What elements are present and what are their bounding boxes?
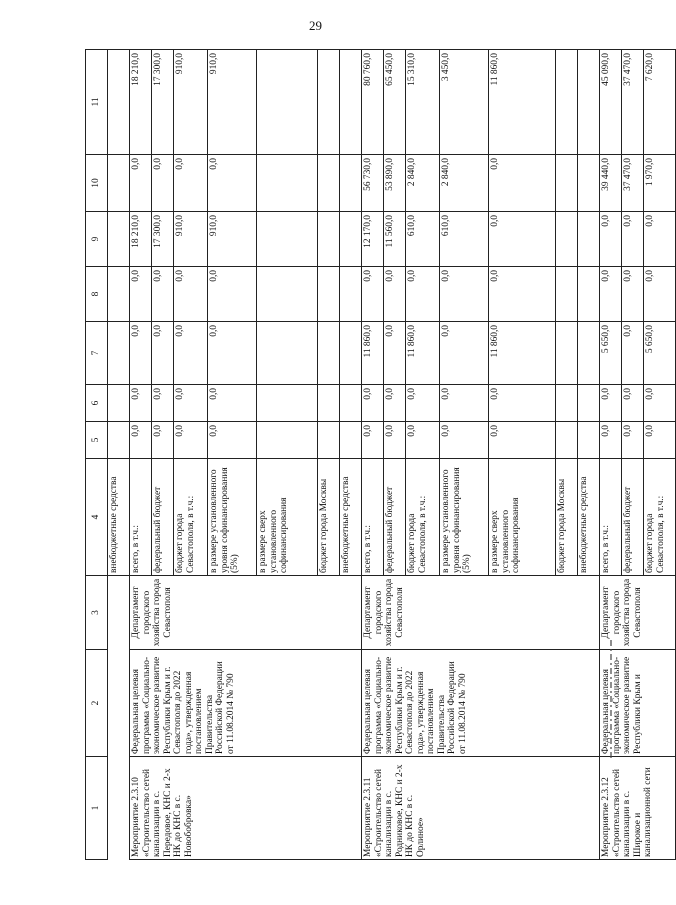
- value-cell: 37 470,0: [622, 155, 644, 212]
- value-cell: 0,0: [208, 267, 257, 322]
- funding-source-label: бюджет города Севастополя, в т.ч.:: [406, 459, 440, 576]
- scan-mark: [604, 640, 618, 760]
- funding-source-label: внебюджетные средства: [340, 459, 362, 576]
- value-cell: 0,0: [489, 422, 556, 459]
- value-cell: 18 210,0: [130, 50, 152, 155]
- value-cell: 0,0: [130, 385, 152, 422]
- value-cell: 0,0: [208, 155, 257, 212]
- value-cell: 65 450,0: [384, 50, 406, 155]
- value-cell: 17 300,0: [152, 212, 174, 267]
- table-row: [130, 50, 152, 860]
- col-number: 8: [86, 267, 108, 322]
- col-number: 6: [86, 385, 108, 422]
- value-cell: 0,0: [644, 385, 676, 422]
- value-cell: 0,0: [130, 155, 152, 212]
- funding-source-label: всего, в т.ч.:: [130, 459, 152, 576]
- col-number: 10: [86, 155, 108, 212]
- value-cell: 0,0: [622, 322, 644, 385]
- value-cell: 0,0: [406, 267, 440, 322]
- value-cell: 0,0: [384, 385, 406, 422]
- value-cell: 18 210,0: [130, 212, 152, 267]
- value-cell: 7 620,0: [644, 50, 676, 155]
- value-cell: 0,0: [600, 267, 622, 322]
- value-cell: 0,0: [489, 155, 556, 212]
- continuation-row: [108, 50, 130, 860]
- funding-source-label: внебюджетные средства: [108, 459, 130, 576]
- funding-table: [85, 49, 676, 860]
- value-cell: 0,0: [130, 322, 152, 385]
- value-cell: 45 090,0: [600, 50, 622, 155]
- funding-source-label: внебюджетные средства: [578, 459, 600, 576]
- value-cell: 56 730,0: [362, 155, 384, 212]
- value-cell: 0,0: [440, 322, 489, 385]
- value-cell: 0,0: [208, 322, 257, 385]
- value-cell: 0,0: [489, 212, 556, 267]
- value-cell: 0,0: [622, 212, 644, 267]
- page-number: 29: [309, 18, 322, 33]
- value-cell: 910,0: [208, 50, 257, 155]
- value-cell: 0,0: [622, 422, 644, 459]
- value-cell: 2 840,0: [406, 155, 440, 212]
- value-cell: 0,0: [362, 385, 384, 422]
- funding-source-label: федеральный бюджет: [622, 459, 644, 576]
- value-cell: 3 450,0: [440, 50, 489, 155]
- measure-title: Мероприятие 2.3.10 «Строительство сетей канализации в с. Передовое, КНС и 2-х НК до КНС в с. Новобобровка»: [130, 757, 362, 860]
- value-cell: 5 650,0: [600, 322, 622, 385]
- value-cell: 17 300,0: [152, 50, 174, 155]
- value-cell: 610,0: [406, 212, 440, 267]
- value-cell: 0,0: [384, 322, 406, 385]
- value-cell: 0,0: [644, 267, 676, 322]
- value-cell: 11 860,0: [489, 50, 556, 155]
- value-cell: 0,0: [489, 385, 556, 422]
- funding-source-label: в размере сверх установленного софинансирования: [257, 459, 318, 576]
- value-cell: 0,0: [384, 267, 406, 322]
- value-cell: 0,0: [622, 385, 644, 422]
- value-cell: 0,0: [440, 422, 489, 459]
- funding-source-label: в размере установленного уровня софинансирования (5%): [440, 459, 489, 576]
- value-cell: 0,0: [600, 422, 622, 459]
- col-number: 9: [86, 212, 108, 267]
- value-cell: 0,0: [130, 267, 152, 322]
- header-row: [86, 50, 108, 860]
- value-cell: 0,0: [440, 267, 489, 322]
- value-cell: 910,0: [208, 212, 257, 267]
- value-cell: 0,0: [362, 422, 384, 459]
- funding-source-label: бюджет города Москвы: [318, 459, 340, 576]
- value-cell: 39 440,0: [600, 155, 622, 212]
- col-number: 1: [86, 757, 108, 860]
- value-cell: 11 860,0: [489, 322, 556, 385]
- col-number: 7: [86, 322, 108, 385]
- value-cell: 0,0: [208, 422, 257, 459]
- funding-source-label: бюджет города Севастополя, в т.ч.:: [644, 459, 676, 576]
- table-row: [362, 50, 384, 860]
- funding-source-label: всего, в т.ч.:: [362, 459, 384, 576]
- executor: Департамент городского хозяйства города Севастополя: [362, 576, 600, 650]
- value-cell: 0,0: [174, 267, 208, 322]
- value-cell: 910,0: [174, 212, 208, 267]
- funding-source-label: в размере установленного уровня софинансирования (5%): [208, 459, 257, 576]
- value-cell: 0,0: [174, 155, 208, 212]
- col-number: 11: [86, 50, 108, 155]
- col-number: 2: [86, 650, 108, 757]
- value-cell: 0,0: [406, 385, 440, 422]
- program-description: Федеральная целевая программа «Социально-экономическое развитие Республики Крым и г. Севастополя до 2022 года», утвержденная постановлением Правительства Российской Федерации от 11.08.2014 № 790: [130, 650, 362, 757]
- value-cell: 0,0: [174, 322, 208, 385]
- value-cell: 11 860,0: [362, 322, 384, 385]
- value-cell: 610,0: [440, 212, 489, 267]
- funding-source-label: всего, в т.ч.:: [600, 459, 622, 576]
- value-cell: 15 310,0: [406, 50, 440, 155]
- funding-source-label: федеральный бюджет: [152, 459, 174, 576]
- value-cell: 0,0: [622, 267, 644, 322]
- value-cell: 5 650,0: [644, 322, 676, 385]
- value-cell: 2 840,0: [440, 155, 489, 212]
- value-cell: 0,0: [600, 212, 622, 267]
- value-cell: 910,0: [174, 50, 208, 155]
- value-cell: 11 860,0: [406, 322, 440, 385]
- value-cell: 11 560,0: [384, 212, 406, 267]
- funding-source-label: бюджет города Севастополя, в т.ч.:: [174, 459, 208, 576]
- funding-source-label: бюджет города Москвы: [556, 459, 578, 576]
- executor: Департамент городского хозяйства города Севастополя: [600, 576, 676, 650]
- value-cell: 0,0: [130, 422, 152, 459]
- col-number: 4: [86, 459, 108, 576]
- value-cell: 0,0: [489, 267, 556, 322]
- funding-source-label: федеральный бюджет: [384, 459, 406, 576]
- value-cell: 0,0: [174, 422, 208, 459]
- value-cell: 0,0: [644, 212, 676, 267]
- measure-title: Мероприятие 2.3.12 «Строительство сетей канализации в с. Широкое и канализационной сети: [600, 757, 676, 860]
- measure-title: Мероприятие 2.3.11 «Строительство сетей канализации в с. Родниковое, КНС и 2-х НК до КНС в с. Орлиное»: [362, 757, 600, 860]
- program-description: Федеральная целевая программа «Социально-экономическое развитие Республики Крым и: [600, 650, 676, 757]
- value-cell: 0,0: [152, 385, 174, 422]
- value-cell: 0,0: [644, 422, 676, 459]
- value-cell: 0,0: [600, 385, 622, 422]
- value-cell: 0,0: [174, 385, 208, 422]
- value-cell: 53 890,0: [384, 155, 406, 212]
- value-cell: 1 970,0: [644, 155, 676, 212]
- col-number: 5: [86, 422, 108, 459]
- value-cell: 0,0: [440, 385, 489, 422]
- value-cell: 80 760,0: [362, 50, 384, 155]
- value-cell: 0,0: [152, 422, 174, 459]
- value-cell: 0,0: [406, 422, 440, 459]
- value-cell: 0,0: [384, 422, 406, 459]
- value-cell: 0,0: [152, 322, 174, 385]
- executor: Департамент городского хозяйства города Севастополя: [130, 576, 362, 650]
- rotated-table-container: [85, 50, 666, 860]
- value-cell: 37 470,0: [622, 50, 644, 155]
- value-cell: 0,0: [362, 267, 384, 322]
- value-cell: 0,0: [208, 385, 257, 422]
- value-cell: 12 170,0: [362, 212, 384, 267]
- col-number: 3: [86, 576, 108, 650]
- value-cell: 0,0: [152, 267, 174, 322]
- program-description: Федеральная целевая программа «Социально-экономическое развитие Республики Крым и г. Севастополя до 2022 года», утвержденная постановлением Правительства Российской Федерации от 11.08.2014 № 790: [362, 650, 600, 757]
- value-cell: 0,0: [152, 155, 174, 212]
- funding-source-label: в размере сверх установленного софинансирования: [489, 459, 556, 576]
